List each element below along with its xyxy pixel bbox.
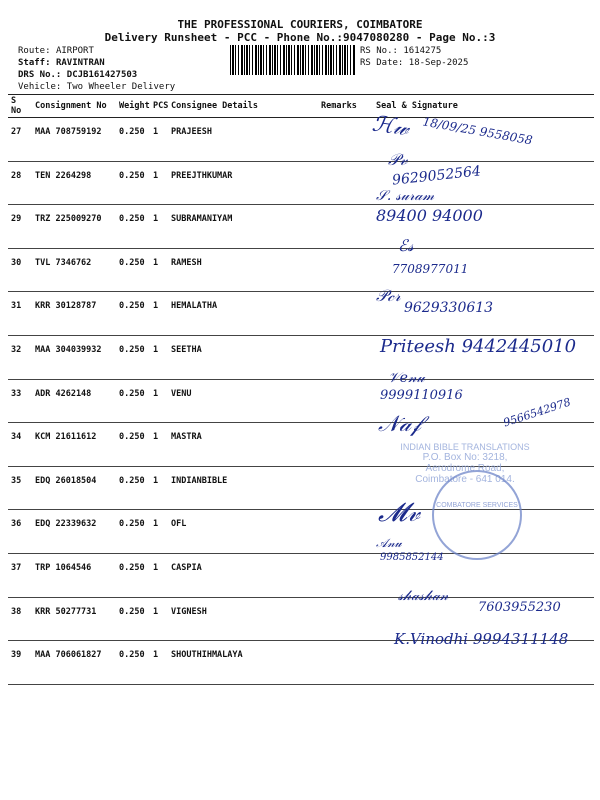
cell-signature (356, 248, 594, 292)
vehicle-label: Vehicle: (18, 82, 62, 92)
cell-weight: 0.250 (116, 205, 150, 249)
col-header-seal: Seal & Signature (356, 95, 594, 118)
cell-weight: 0.250 (116, 466, 150, 510)
signature-scribble: 𝒫𝓋 (388, 150, 408, 169)
cell-pcs: 1 (150, 597, 168, 641)
stamp-line: INDIAN BIBLE TRANSLATIONS (400, 442, 530, 452)
cell-pcs: 1 (150, 248, 168, 292)
cell-remarks (318, 292, 356, 336)
cell-weight: 0.250 (116, 379, 150, 423)
cell-weight: 0.250 (116, 553, 150, 597)
cell-pcs: 1 (150, 335, 168, 379)
cell-consignee: HEMALATHA (168, 292, 318, 336)
col-header-remarks: Remarks (318, 95, 356, 118)
cell-consignment: EDQ 22339632 (32, 510, 116, 554)
cell-weight: 0.250 (116, 335, 150, 379)
cell-consignment: MAA 708759192 (32, 118, 116, 162)
signature-scribble: ℋ𝓌 (370, 111, 411, 142)
signature-phone-38: 7603955230 (478, 600, 561, 615)
signature-scribble: 𝒩𝒶𝒻 (378, 412, 421, 437)
table-row (8, 118, 594, 162)
cell-consignee: PRAJEESH (168, 118, 318, 162)
cell-remarks (318, 423, 356, 467)
cell-signature (356, 205, 594, 249)
cell-sno: 36 (8, 510, 32, 554)
staff-value: RAVINTRAN (55, 58, 105, 68)
cell-consignment: TEN 2264298 (32, 161, 116, 205)
cell-signature (356, 118, 594, 162)
cell-pcs: 1 (150, 292, 168, 336)
cell-weight: 0.250 (116, 161, 150, 205)
runsheet-subtitle: Delivery Runsheet - PCC - Phone No.:9047080280 - Page No.:3 (104, 31, 496, 44)
vehicle-value: Two Wheeler Delivery (66, 82, 176, 92)
cell-consignment: TRP 1064546 (32, 553, 116, 597)
round-seal (432, 470, 522, 560)
signature-scribble: 𝓜𝓋 (378, 498, 420, 528)
cell-consignee: RAMESH (168, 248, 318, 292)
col-header-pcs: PCS (150, 95, 168, 118)
company-title: THE PROFESSIONAL COURIERS, COIMBATORE (177, 18, 423, 31)
rs-date-label: RS Date: (360, 58, 404, 68)
route-value: AIRPORT (55, 46, 94, 56)
cell-remarks (318, 161, 356, 205)
barcode-image (230, 45, 356, 75)
cell-consignment: TVL 7346762 (32, 248, 116, 292)
vehicle-info (18, 82, 175, 92)
cell-consignment: EDQ 26018504 (32, 466, 116, 510)
cell-remarks (318, 335, 356, 379)
cell-consignee: SEETHA (168, 335, 318, 379)
cell-consignee: MASTRA (168, 423, 318, 467)
signature-phone-32: Priteesh 9442445010 (380, 336, 577, 357)
cell-remarks (318, 510, 356, 554)
signature-scribble: 𝒱𝑒𝓃𝓊 (388, 370, 425, 386)
signature-scribble: 𝒮. 𝓈𝓊𝓇𝒶𝓂 (376, 188, 435, 204)
signature-scribble: 𝒫𝒸𝓇 (376, 286, 401, 305)
table-row (8, 553, 594, 597)
cell-signature (356, 379, 594, 423)
cell-pcs: 1 (150, 118, 168, 162)
cell-pcs: 1 (150, 641, 168, 685)
signature-scribble: ℰ𝓈 (398, 236, 414, 255)
cell-consignee: PREEJTHKUMAR (168, 161, 318, 205)
cell-weight: 0.250 (116, 118, 150, 162)
cell-sno: 27 (8, 118, 32, 162)
cell-sno: 33 (8, 379, 32, 423)
cell-sno: 28 (8, 161, 32, 205)
col-header-consignee: Consignee Details (168, 95, 318, 118)
drs-value: DCJB161427503 (66, 70, 138, 80)
signature-phone-29: 89400 94000 (376, 206, 483, 225)
cell-sno: 38 (8, 597, 32, 641)
route-label: Route: (18, 46, 51, 56)
cell-weight: 0.250 (116, 597, 150, 641)
cell-weight: 0.250 (116, 423, 150, 467)
cell-consignment: MAA 304039932 (32, 335, 116, 379)
signature-phone-28: 9629052564 (391, 163, 482, 189)
cell-sno: 30 (8, 248, 32, 292)
cell-remarks (318, 379, 356, 423)
rs-date-info (360, 58, 468, 68)
signature-phone-27: 18/09/25 9558058 (421, 114, 534, 148)
rs-no-value: 1614275 (403, 46, 442, 56)
table-row (8, 248, 594, 292)
table-row (8, 641, 594, 685)
cell-weight: 0.250 (116, 292, 150, 336)
signature-phone-31a: 7708977011 (392, 262, 469, 276)
cell-sno: 34 (8, 423, 32, 467)
table-row (8, 205, 594, 249)
table-row (8, 379, 594, 423)
signature-phone-39: K.Vinodhi 9994311148 (394, 630, 569, 648)
cell-sno: 35 (8, 466, 32, 510)
cell-pcs: 1 (150, 161, 168, 205)
cell-consignee: INDIANBIBLE (168, 466, 318, 510)
runsheet-table (8, 94, 594, 685)
cell-remarks (318, 641, 356, 685)
col-header-weight: Weight (116, 95, 150, 118)
cell-consignee: SUBRAMANIYAM (168, 205, 318, 249)
cell-consignee: CASPIA (168, 553, 318, 597)
cell-weight: 0.250 (116, 641, 150, 685)
table-row (8, 597, 594, 641)
cell-consignee: SHOUTHIHMALAYA (168, 641, 318, 685)
stamp-line: Aerodrome Road, (425, 463, 505, 474)
signature-phone-37: 9985852144 (380, 552, 444, 563)
cell-consignment: ADR 4262148 (32, 379, 116, 423)
cell-signature (356, 335, 594, 379)
route-info (18, 46, 94, 56)
cell-sno: 31 (8, 292, 32, 336)
staff-info (18, 58, 105, 68)
stamp-line: P.O. Box No: 3218, (422, 452, 508, 463)
rs-no-info (360, 46, 441, 56)
cell-remarks (318, 553, 356, 597)
cell-pcs: 1 (150, 205, 168, 249)
cell-remarks (318, 118, 356, 162)
cell-remarks (318, 248, 356, 292)
signature-phone-31b: 9629330613 (404, 300, 494, 316)
seal-text: COMBATORE SERVICES (436, 502, 518, 509)
cell-signature (356, 597, 594, 641)
cell-signature (356, 161, 594, 205)
cell-signature (356, 641, 594, 685)
cell-sno: 32 (8, 335, 32, 379)
cell-pcs: 1 (150, 510, 168, 554)
drs-info (18, 70, 137, 80)
cell-pcs: 1 (150, 379, 168, 423)
cell-sno: 37 (8, 553, 32, 597)
cell-remarks (318, 597, 356, 641)
signature-scribble: 𝓈𝒽𝒶𝓈𝒽𝒶𝓃 (398, 588, 449, 604)
cell-consignee: VIGNESH (168, 597, 318, 641)
cell-pcs: 1 (150, 466, 168, 510)
cell-weight: 0.250 (116, 248, 150, 292)
cell-remarks (318, 205, 356, 249)
drs-label: DRS No.: (18, 70, 62, 80)
cell-consignee: VENU (168, 379, 318, 423)
rs-no-label: RS No.: (360, 46, 398, 56)
cell-consignment: KRR 50277731 (32, 597, 116, 641)
table-row (8, 161, 594, 205)
cell-consignment: KRR 30128787 (32, 292, 116, 336)
signature-phone-34: 9566542978 (501, 395, 573, 430)
col-header-sno: S No (8, 95, 32, 118)
cell-consignment: KCM 21611612 (32, 423, 116, 467)
signature-phone-33: 9999110916 (380, 388, 463, 403)
cell-sno: 39 (8, 641, 32, 685)
cell-consignment: TRZ 225009270 (32, 205, 116, 249)
cell-sno: 29 (8, 205, 32, 249)
col-header-consignment: Consignment No (32, 95, 116, 118)
cell-consignment: MAA 706061827 (32, 641, 116, 685)
cell-consignee: OFL (168, 510, 318, 554)
table-row (8, 335, 594, 379)
rs-date-value: 18-Sep-2025 (408, 58, 469, 68)
cell-weight: 0.250 (116, 510, 150, 554)
stamp-line: Coimbatore - 641 014. (415, 474, 515, 485)
cell-signature (356, 292, 594, 336)
signature-scribble: 𝒜𝓃𝓊 (376, 536, 402, 550)
cell-pcs: 1 (150, 553, 168, 597)
cell-pcs: 1 (150, 423, 168, 467)
staff-label: Staff: (18, 58, 51, 68)
table-header-row (8, 95, 594, 118)
table-row (8, 292, 594, 336)
cell-remarks (318, 466, 356, 510)
